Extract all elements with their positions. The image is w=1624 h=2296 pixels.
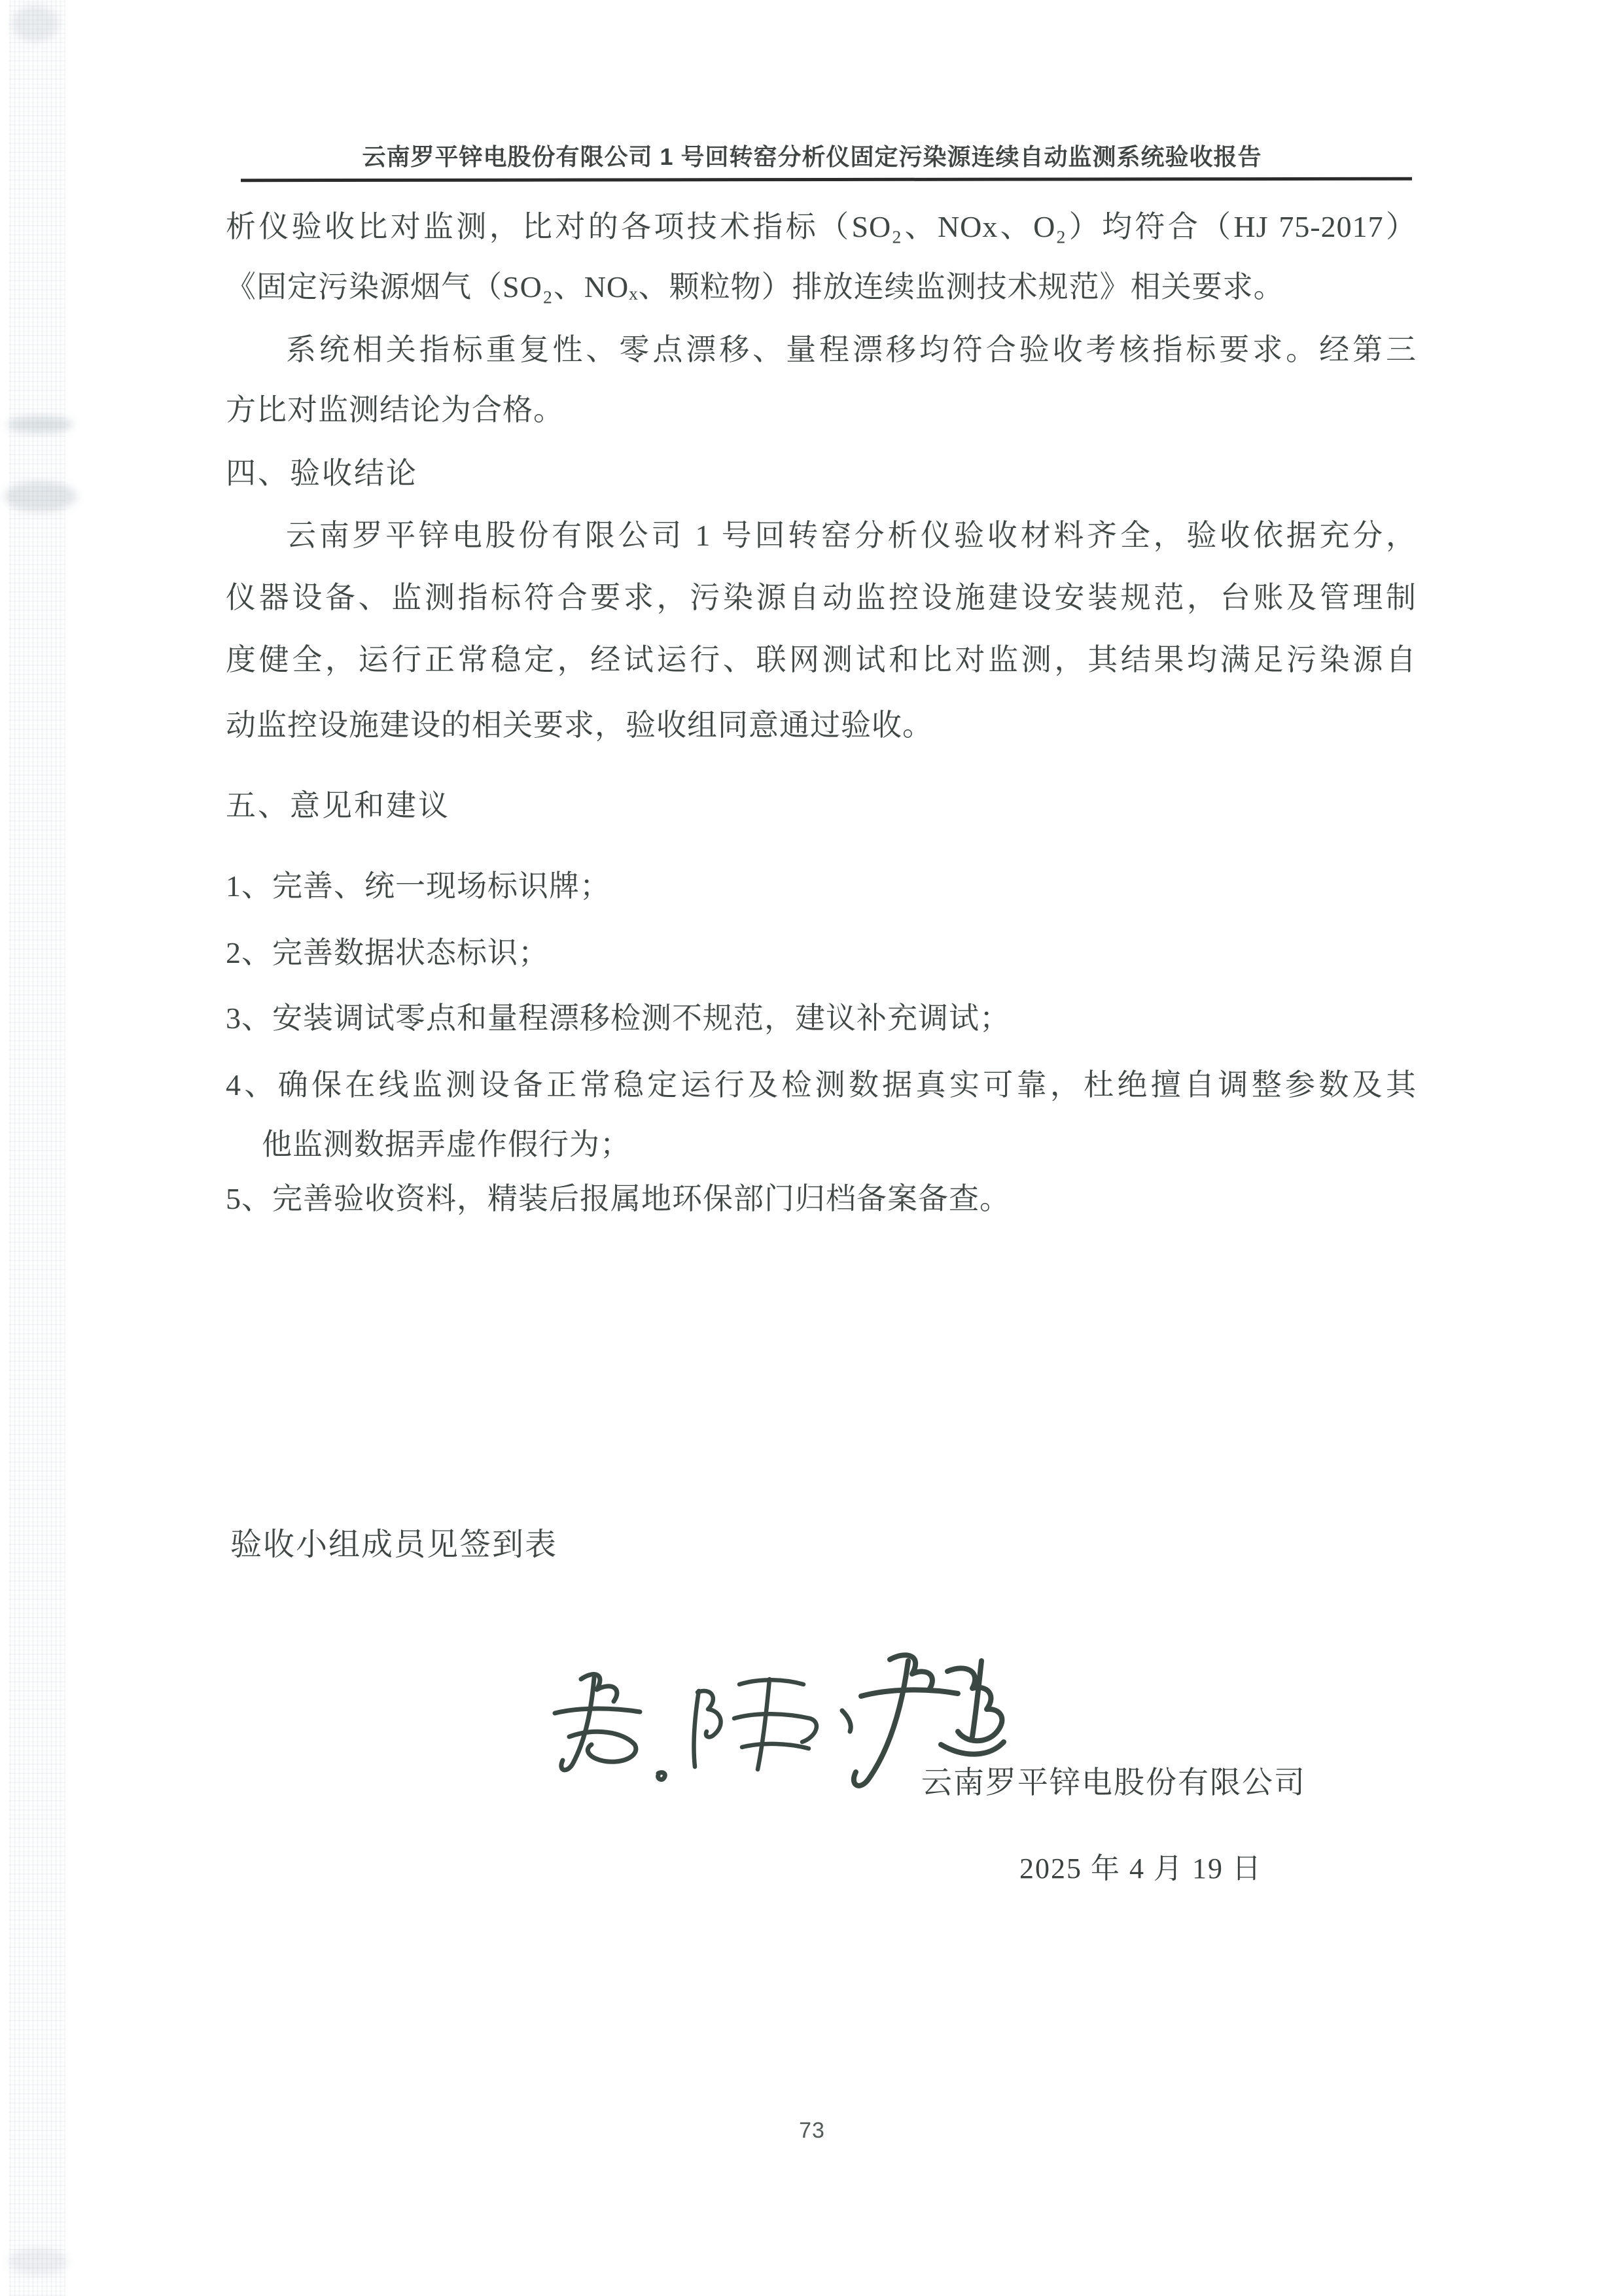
body-line: 系统相关指标重复性、零点漂移、量程漂移均符合验收考核指标要求。经第三 [286, 333, 1417, 366]
page-number: 73 [799, 2118, 825, 2143]
signoff-note: 验收小组成员见签到表 [230, 1527, 558, 1562]
body-line: 仪器设备、监测指标符合要求，污染源自动监控设施建设安装规范，台账及管理制 [226, 581, 1417, 614]
body-line: 析仪验收比对监测，比对的各项技术指标（SO₂、NOx、O₂）均符合（HJ 75-2017） [226, 210, 1417, 243]
scan-edge-artifact [9, 0, 65, 2296]
list-item: 5、完善验收资料，精装后报属地环保部门归档备案备查。 [226, 1182, 1010, 1215]
document-date: 2025 年 4 月 19 日 [1019, 1852, 1262, 1885]
section-heading-5: 五、意见和建议 [226, 789, 450, 822]
page-header-title: 云南罗平锌电股份有限公司 1 号回转窑分析仪固定污染源连续自动监测系统验收报告 [362, 143, 1262, 170]
list-item: 4、确保在线监测设备正常稳定运行及检测数据真实可靠，杜绝擅自调整参数及其 [226, 1068, 1417, 1102]
body-line: 度健全，运行正常稳定，经试运行、联网测试和比对监测，其结果均满足污染源自 [226, 643, 1417, 676]
section-heading-4: 四、验收结论 [226, 457, 418, 490]
company-name: 云南罗平锌电股份有限公司 [921, 1766, 1306, 1800]
header-rule [241, 177, 1412, 182]
scan-smudge [7, 416, 73, 433]
list-item: 3、安装调试零点和量程漂移检测不规范，建议补充调试； [226, 1001, 1010, 1035]
list-item: 2、完善数据状态标识； [226, 936, 549, 969]
body-line: 云南罗平锌电股份有限公司 1 号回转窑分析仪验收材料齐全，验收依据充分， [286, 519, 1417, 552]
body-line: 方比对监测结论为合格。 [226, 393, 564, 426]
scan-smudge [12, 5, 59, 42]
scan-smudge [8, 2248, 68, 2275]
list-item: 1、完善、统一现场标识牌； [226, 869, 610, 903]
list-item-continuation: 他监测数据弄虚作假行为； [262, 1128, 631, 1161]
scan-smudge [4, 481, 77, 512]
body-line: 《固定污染源烟气（SO₂、NOₓ、颗粒物）排放连续监测技术规范》相关要求。 [226, 270, 1284, 304]
body-line: 动监控设施建设的相关要求，验收组同意通过验收。 [226, 708, 933, 742]
